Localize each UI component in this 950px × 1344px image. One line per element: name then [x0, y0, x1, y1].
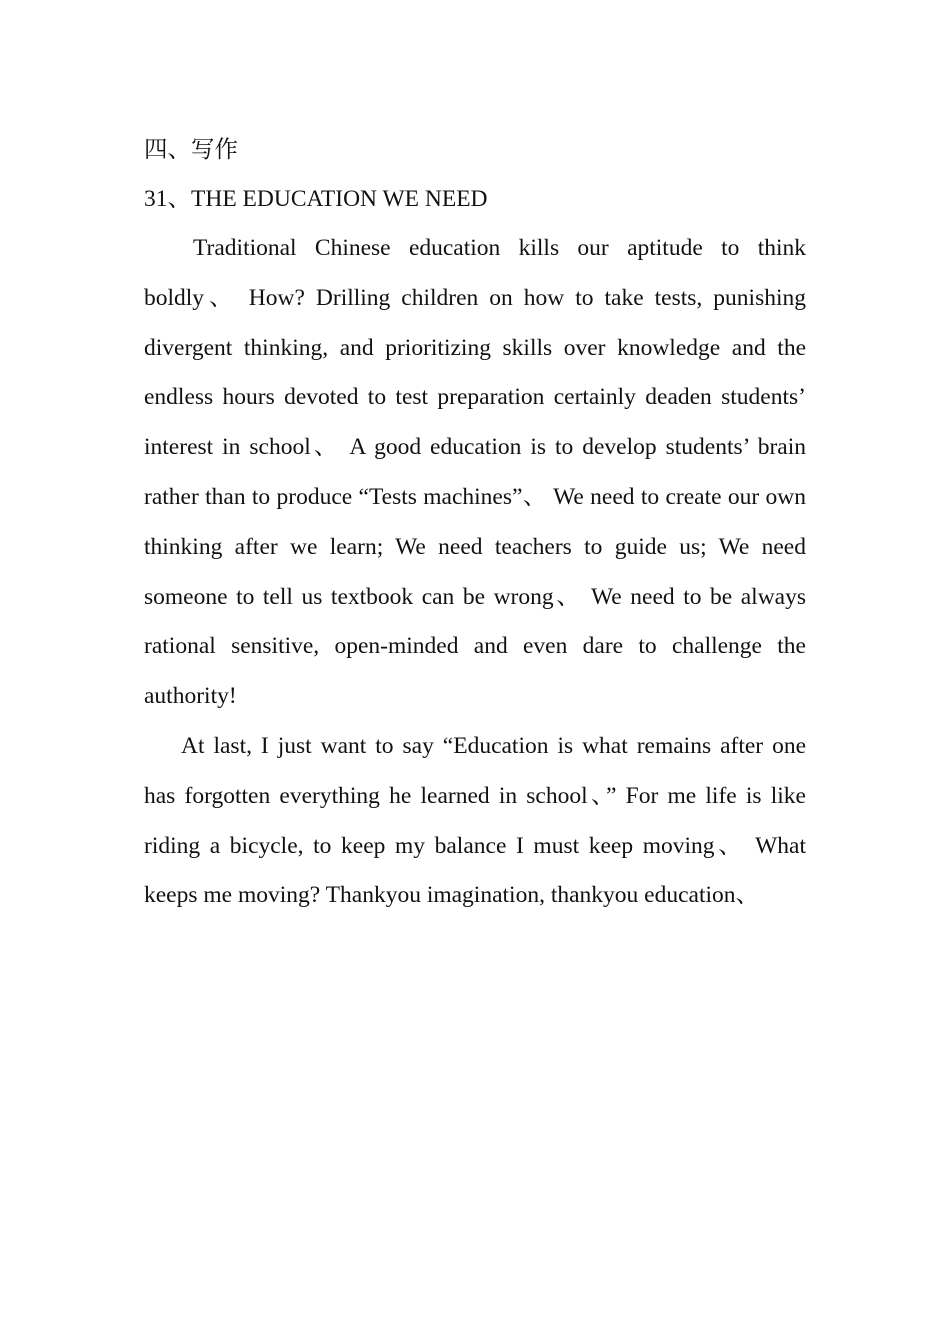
essay-paragraph-2: At last, I just want to say “Education is what remains after one has forgotten everything he learned in school、” For me life is like riding a bicycle, to keep my balance I must keep moving、 What keeps me moving? Thankyou imagination, thankyou education、 [144, 732, 806, 909]
document-body [144, 124, 806, 921]
section-heading: 四、写作 [144, 135, 238, 163]
essay-paragraph-1: Traditional Chinese education kills our aptitude to think boldly、 How? Drilling children on how to take tests, punishing divergent thinking, and prioritizing skills over knowledge and the endless hours devoted to test preparation certainly deaden students’ interest in school、 A good education is to develop students’ brain rather than to produce “Tests machines”、 We need to create our own thinking after we learn; We need teachers to guide us; We need someone to tell us textbook can be wrong、 We need to be always rational sensitive, open-minded and even dare to challenge the authority! [144, 235, 806, 710]
essay-title: 31、THE EDUCATION WE NEED [144, 186, 488, 212]
